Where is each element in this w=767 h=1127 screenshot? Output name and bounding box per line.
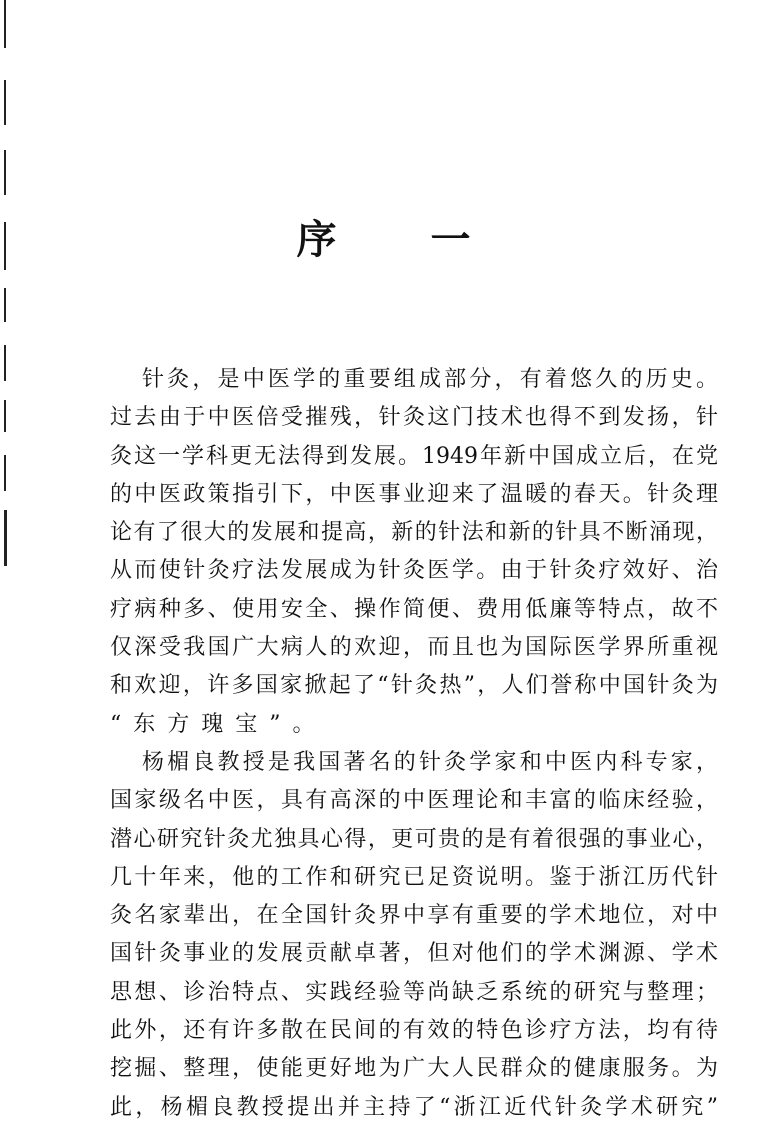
text-line: 思想、诊治特点、实践经验等尚缺乏系统的研究与整理； (110, 979, 718, 1005)
margin-mark (4, 345, 6, 381)
margin-mark (4, 288, 6, 322)
text-line: 过去由于中医倍受摧残，针灸这门技术也得不到发扬，针 (110, 405, 718, 431)
paragraph-1 (110, 361, 718, 744)
text-line: 灸名家辈出，在全国针灸界中享有重要的学术地位，对中 (110, 903, 718, 929)
margin-mark (4, 80, 6, 125)
text-line: 潜心研究针灸尤独具心得，更可贵的是有着很强的事业心， (110, 826, 718, 852)
text-line: “东方瑰宝”。 (110, 711, 327, 737)
text-line: 国针灸事业的发展贡献卓著，但对他们的学术渊源、学术 (110, 941, 718, 967)
text-line: 几十年来，他的工作和研究已足资说明。鉴于浙江历代针 (110, 864, 718, 890)
text-line: 此，杨楣良教授提出并主持了“浙江近代针灸学术研究” (110, 1094, 718, 1120)
text-line: 仅深受我国广大病人的欢迎，而且也为国际医学界所重视 (110, 635, 718, 661)
text-line: 杨楣良教授是我国著名的针灸学家和中医内科专家， (142, 749, 718, 775)
text-line: 从而使针灸疗法发展成为针灸医学。由于针灸疗效好、治 (110, 558, 718, 584)
text-line: 灸这一学科更无法得到发展。1949年新中国成立后，在党 (110, 443, 718, 469)
margin-mark (4, 510, 7, 566)
margin-mark (4, 150, 6, 195)
text-line: 论有了很大的发展和提高，新的针法和新的针具不断涌现， (110, 520, 718, 546)
text-line: 疗病种多、使用安全、操作简便、费用低廉等特点，故不 (110, 596, 718, 622)
text-line: 挖掘、整理，使能更好地为广大人民群众的健康服务。为 (110, 1056, 718, 1082)
text-line: 和欢迎，许多国家掀起了“针灸热”，人们誉称中国针灸为 (110, 673, 718, 699)
margin-mark (4, 400, 6, 432)
margin-mark (4, 455, 6, 491)
text-line: 的中医政策指引下，中医事业迎来了温暖的春天。针灸理 (110, 481, 718, 507)
page-title: 序 一 (296, 217, 511, 263)
text-line: 此外，还有许多散在民间的有效的特色诊疗方法，均有待 (110, 1018, 718, 1044)
text-line: 国家级名中医，具有高深的中医理论和丰富的临床经验， (110, 788, 718, 814)
margin-mark (4, 0, 6, 48)
paragraph-2 (110, 744, 718, 1127)
document-body (110, 361, 718, 1127)
text-line: 针灸，是中医学的重要组成部分，有着悠久的历史。 (142, 367, 718, 392)
